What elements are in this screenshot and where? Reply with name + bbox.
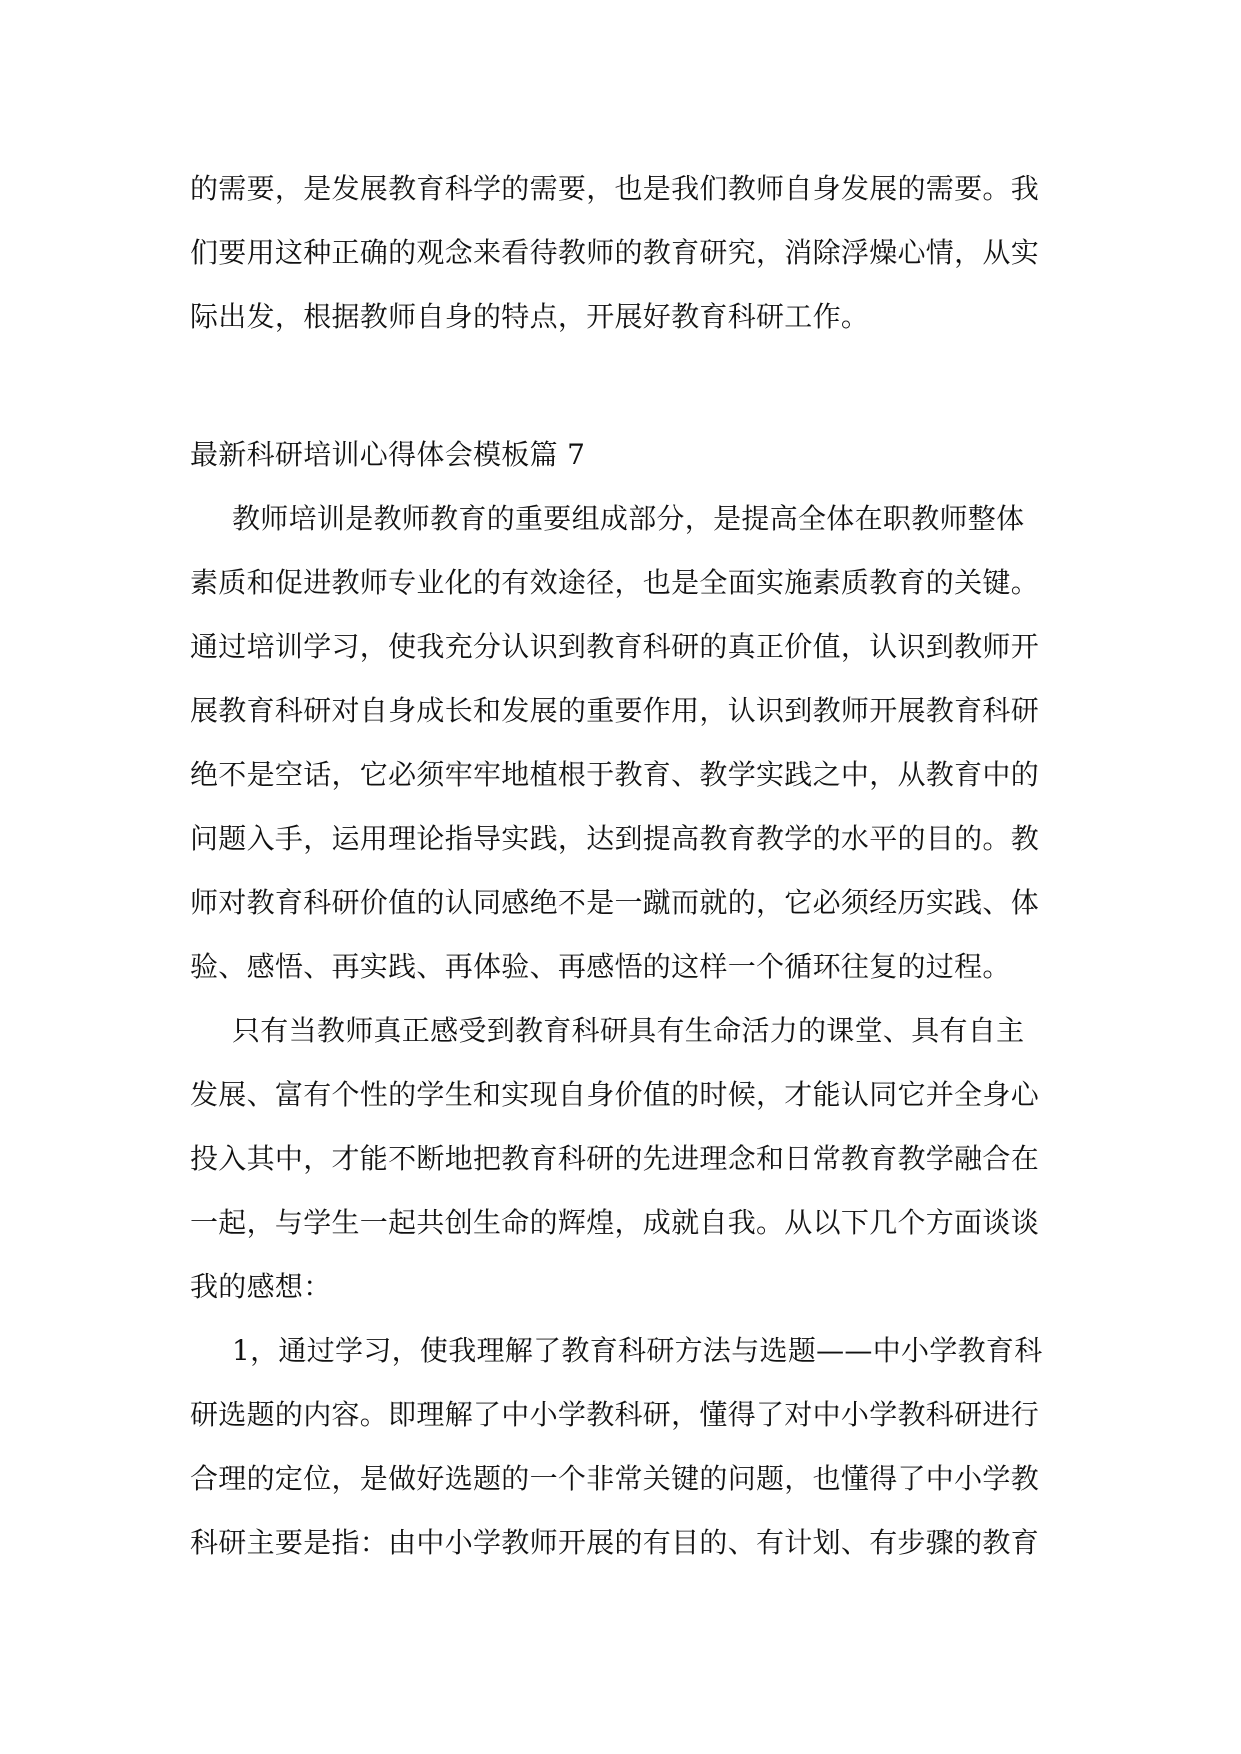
text-line: 科研主要是指：由中小学教师开展的有目的、有计划、有步骤的教育 bbox=[190, 1526, 1040, 1559]
text-line: 合理的定位，是做好选题的一个非常关键的问题，也懂得了中小学教 bbox=[190, 1462, 1040, 1495]
text-line: 研选题的内容。即理解了中小学教科研，懂得了对中小学教科研进行 bbox=[190, 1398, 1040, 1431]
intro-paragraph bbox=[190, 157, 1060, 349]
text-line: 问题入手，运用理论指导实践，达到提高教育教学的水平的目的。教 bbox=[190, 822, 1040, 855]
text-line: 教师培训是教师教育的重要组成部分，是提高全体在职教师整体 bbox=[232, 502, 1025, 535]
text-line: 通过培训学习，使我充分认识到教育科研的真正价值，认识到教师开 bbox=[190, 630, 1040, 663]
section-heading: 最新科研培训心得体会模板篇 7 bbox=[190, 438, 586, 471]
paragraph-2 bbox=[190, 999, 1060, 1319]
text-line: 展教育科研对自身成长和发展的重要作用，认识到教师开展教育科研 bbox=[190, 694, 1040, 727]
document-body bbox=[190, 157, 1060, 1575]
text-line: 一起，与学生一起共创生命的辉煌，成就自我。从以下几个方面谈谈 bbox=[190, 1206, 1040, 1239]
text-line: 发展、富有个性的学生和实现自身价值的时候，才能认同它并全身心 bbox=[190, 1078, 1040, 1111]
text-line: 绝不是空话，它必须牢牢地植根于教育、教学实践之中，从教育中的 bbox=[190, 758, 1040, 791]
paragraph-1 bbox=[190, 487, 1060, 999]
text-line: 际出发，根据教师自身的特点，开展好教育科研工作。 bbox=[190, 300, 870, 333]
text-line: 投入其中，才能不断地把教育科研的先进理念和日常教育教学融合在 bbox=[190, 1142, 1040, 1175]
paragraph-3 bbox=[190, 1319, 1060, 1575]
text-line: 的需要，是发展教育科学的需要，也是我们教师自身发展的需要。我 bbox=[190, 172, 1040, 205]
text-line: 1，通过学习，使我理解了教育科研方法与选题——中小学教育科 bbox=[232, 1334, 1043, 1367]
section-gap bbox=[190, 349, 1060, 423]
text-line: 们要用这种正确的观念来看待教师的教育研究，消除浮燥心情，从实 bbox=[190, 236, 1040, 269]
text-line: 我的感想： bbox=[190, 1270, 332, 1303]
text-line: 只有当教师真正感受到教育科研具有生命活力的课堂、具有自主 bbox=[232, 1014, 1025, 1047]
text-line: 验、感悟、再实践、再体验、再感悟的这样一个循环往复的过程。 bbox=[190, 950, 1011, 983]
text-line: 师对教育科研价值的认同感绝不是一蹴而就的，它必须经历实践、体 bbox=[190, 886, 1040, 919]
text-line: 素质和促进教师专业化的有效途径，也是全面实施素质教育的关键。 bbox=[190, 566, 1040, 599]
